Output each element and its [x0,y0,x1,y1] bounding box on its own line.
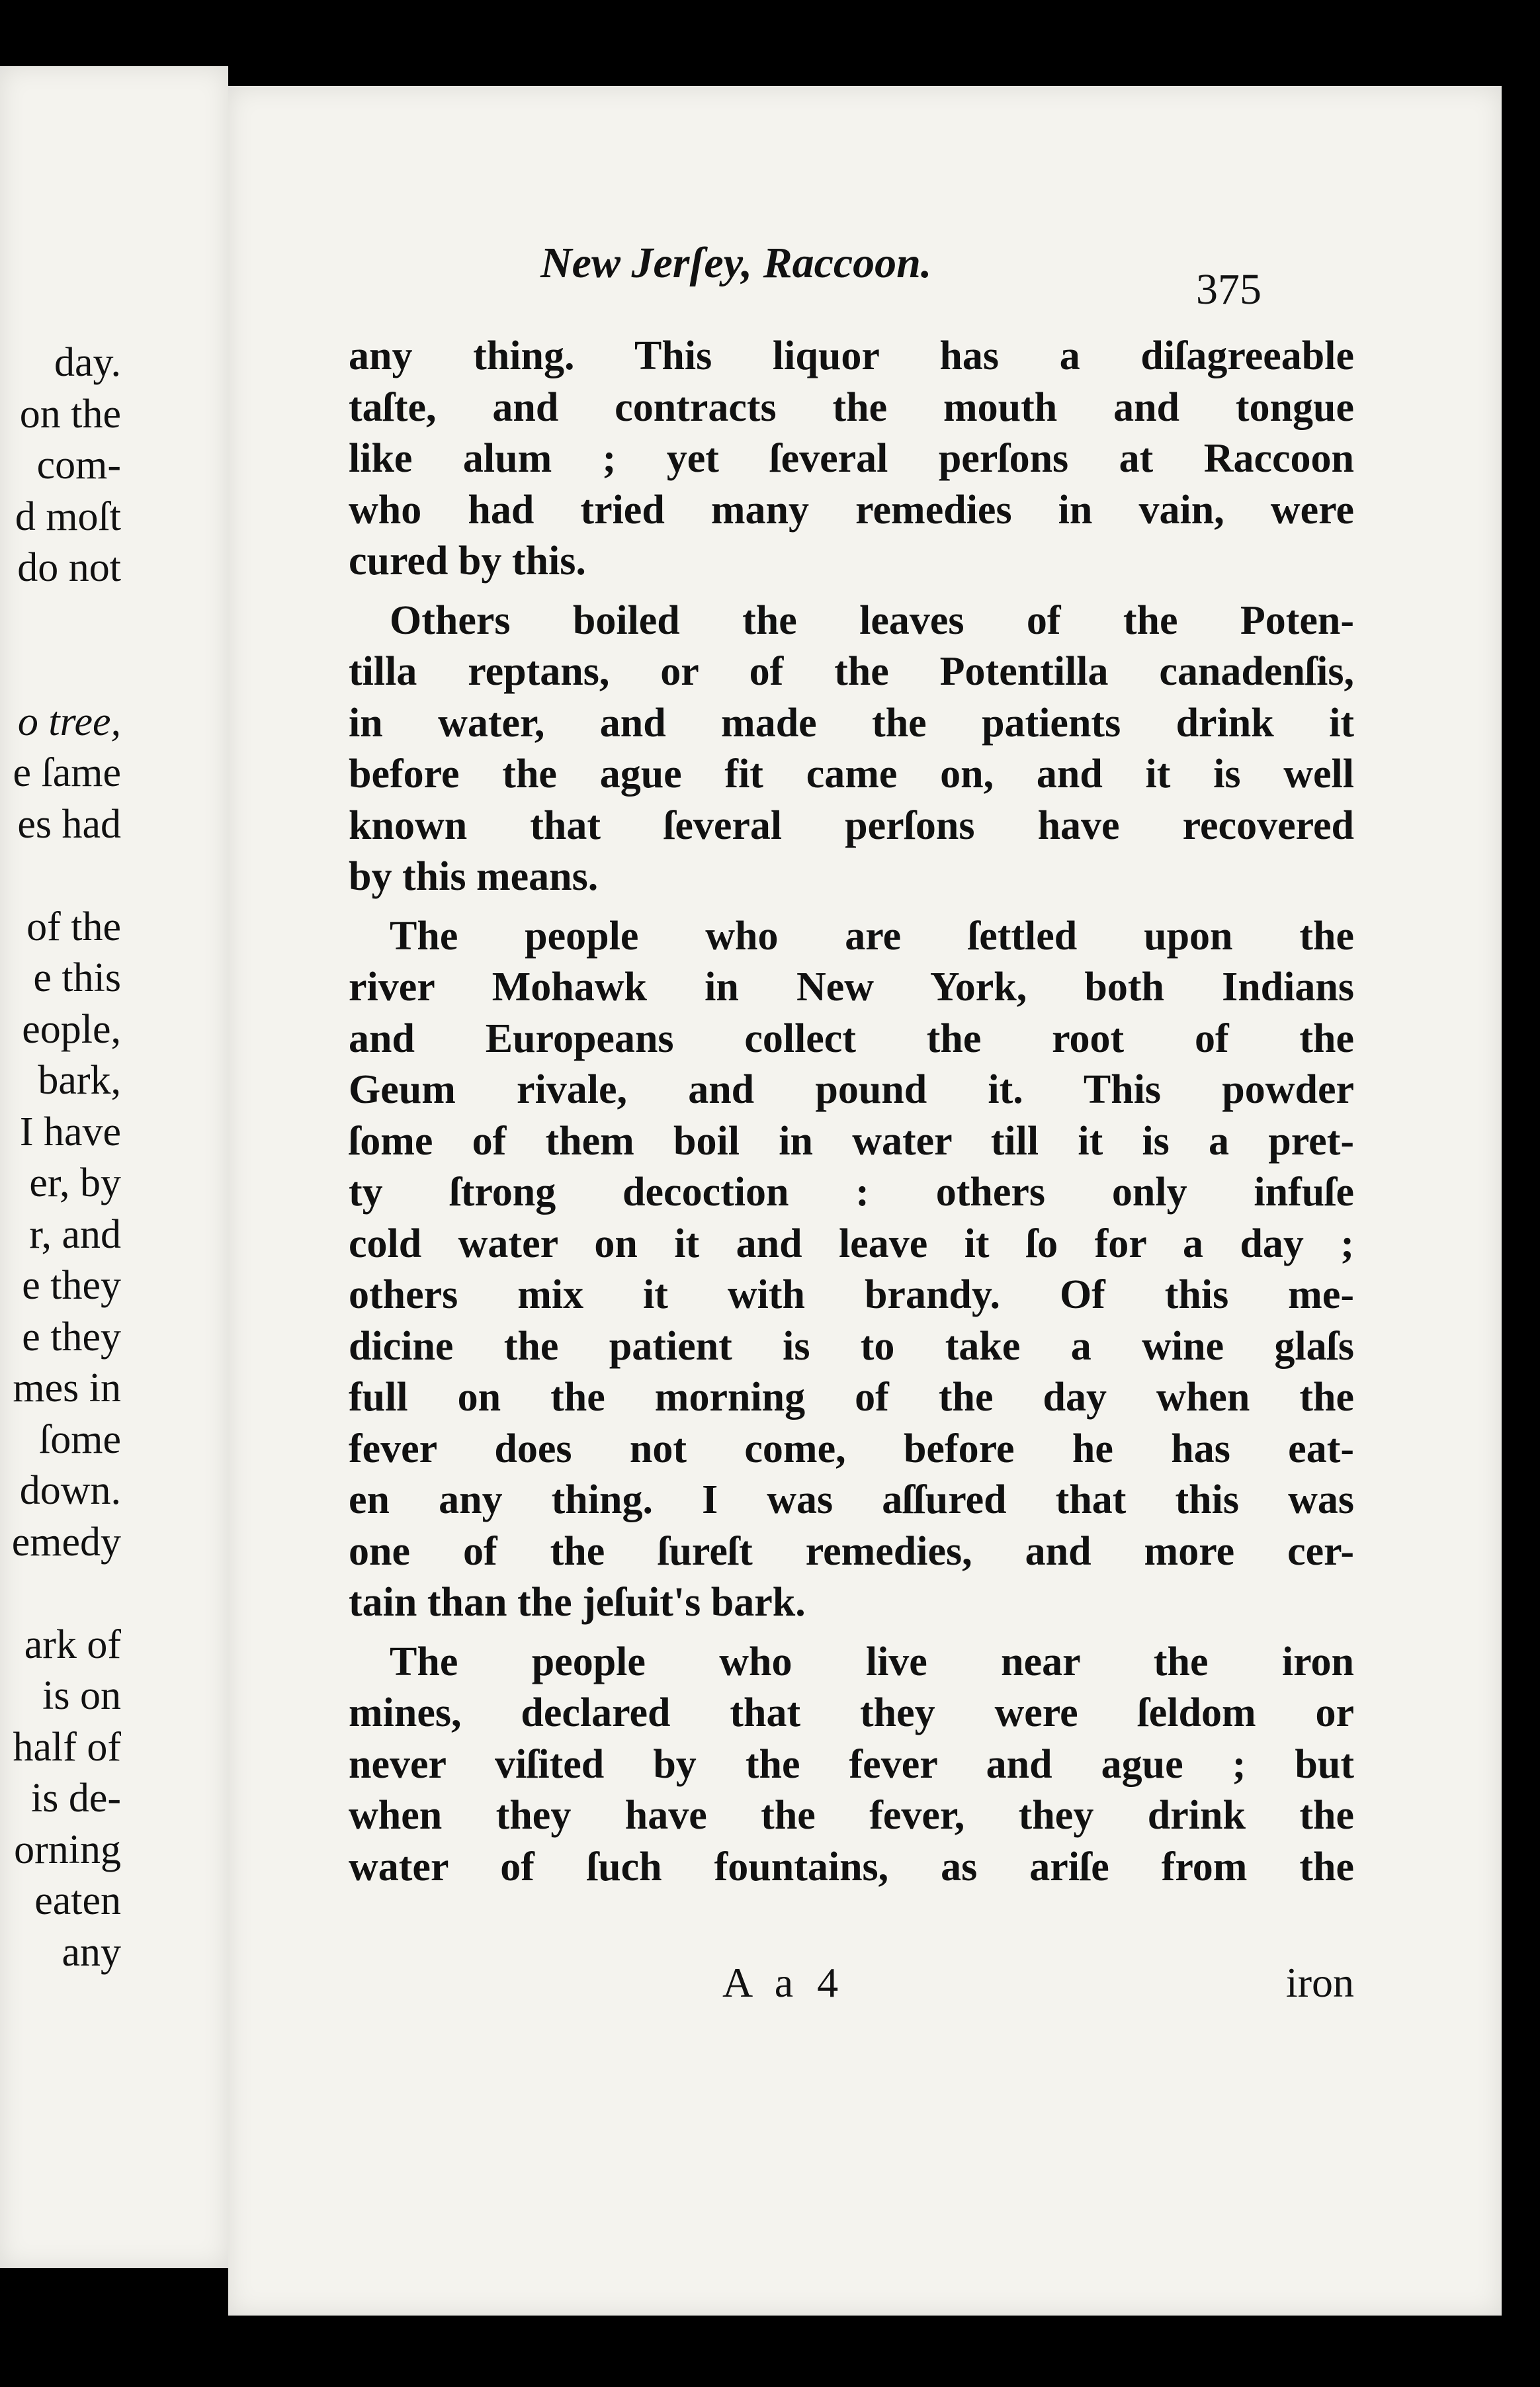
text-line: any thing. This liquor has a diſagreeable [349,333,1354,378]
text-line: tilla reptans, or of the Potentilla canadenſis, [349,649,1354,694]
text-line: ſome of them boil in water till it is a pret- [349,1118,1354,1164]
text-line: cold water on it and leave it ſo for a day ; [349,1221,1354,1266]
left-line [0,850,121,902]
left-line: o tree, [17,699,121,744]
text-line: river Mohawk in New York, both Indians [349,965,1354,1010]
left-line: down. [19,1468,121,1513]
text-line: The people who are ſettled upon the [390,913,1354,959]
text-line: tain than the jeſuit's bark. [349,1580,806,1625]
left-line: eaten [34,1878,121,1923]
text-line: known that ſeveral perſons have recovered [349,803,1354,848]
left-line: of the [26,904,121,949]
left-page [0,66,228,2268]
text-line: and Europeans collect the root of the [349,1016,1354,1061]
left-line: com- [36,443,121,488]
left-line: es had [17,801,121,847]
left-line: eople, [22,1006,121,1052]
text-line: before the ague fit came on, and it is well [349,752,1354,797]
left-line: emedy [11,1519,121,1565]
text-line: taſte, and contracts the mouth and tongue [349,384,1354,430]
left-line: e they [22,1263,121,1308]
left-line: er, by [29,1160,121,1205]
text-line: cured by this. [349,539,586,584]
left-line: e this [33,955,121,1000]
page-number: 375 [1196,265,1262,314]
left-line: is on [42,1673,121,1718]
text-line: by this means. [349,854,599,899]
left-line: bark, [38,1058,121,1103]
left-page-text [0,337,121,1978]
left-line: ark of [24,1622,121,1667]
left-line: mes in [13,1366,121,1410]
left-line: day. [54,340,121,385]
text-line: mines, declared that they were ſeldom or [349,1690,1354,1735]
left-line: e they [22,1314,121,1360]
left-line: r, and [29,1211,121,1257]
text-line: ty ſtrong decoction : others only infuſe [349,1170,1354,1215]
catchword: iron [1285,1959,1354,2006]
left-line: half of [13,1724,121,1770]
text-line: The people who live near the iron [390,1639,1354,1684]
text-line: when they have the fever, they drink the [349,1793,1354,1838]
text-line: full on the morning of the day when the [349,1375,1354,1420]
text-line: like alum ; yet ſeveral perſons at Raccoon [349,436,1354,481]
left-line: do not [17,545,121,590]
page-footer [349,1958,1354,2011]
text-line: others mix it with brandy. Of this me- [349,1272,1354,1317]
right-page [228,86,1502,2316]
left-line [0,645,121,697]
text-line: en any thing. I was aſſured that this was [349,1477,1354,1522]
running-head: New Jerſey, Raccoon. [540,239,932,287]
left-line: I have [19,1109,121,1154]
text-line: dicine the patient is to take a wine glaſs [349,1323,1354,1369]
text-line: Others boiled the leaves of the Poten- [390,597,1354,643]
body-text [349,331,1354,1893]
text-line: Geum rivale, and pound it. This powder [349,1067,1354,1112]
left-line: d moſt [15,494,121,539]
text-line: who had tried many remedies in vain, were [349,487,1354,533]
left-line: is de- [30,1776,121,1821]
left-line [0,1568,121,1620]
left-line: on the [19,391,121,437]
text-line: water of ſuch fountains, as ariſe from the [349,1844,1354,1889]
left-line: orning [14,1827,121,1872]
text-line: one of the ſureſt remedies, and more cer- [349,1528,1354,1574]
left-line: any [62,1929,121,1975]
left-line: e ſame [13,750,121,795]
text-line: fever does not come, before he has eat- [349,1426,1354,1471]
left-line: ſome [39,1416,121,1462]
left-line [0,594,121,646]
text-line: never viſited by the fever and ague ; but [349,1741,1354,1787]
text-line: in water, and made the patients drink it [349,700,1354,746]
signature-mark: A a 4 [722,1959,845,2006]
